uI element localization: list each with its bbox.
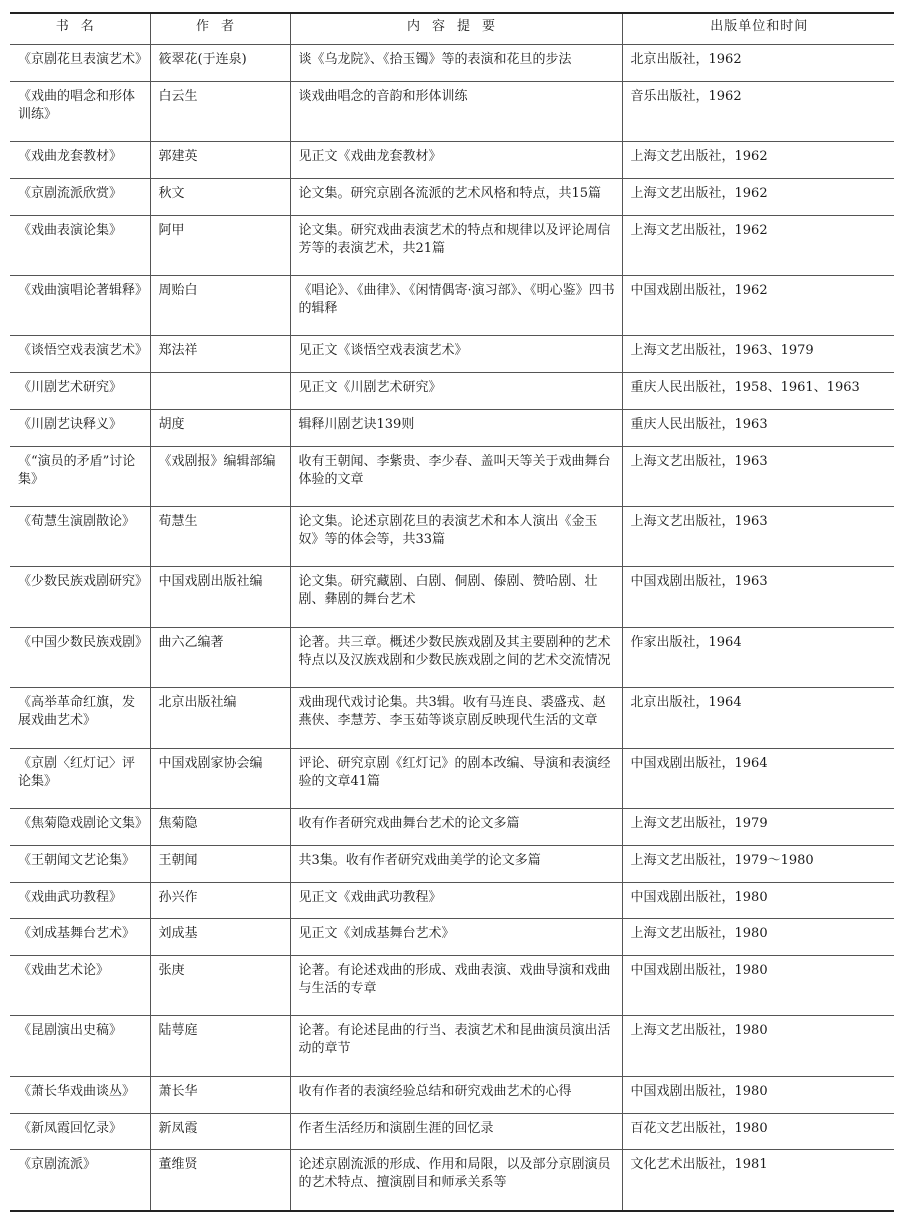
cell-publisher: 上海文艺出版社，1980: [622, 1016, 894, 1076]
cell-author: 阿甲: [150, 215, 290, 275]
table-row: [10, 809, 894, 846]
cell-author: 北京出版社编: [150, 688, 290, 748]
cell-book-name: 《戏曲表演论集》: [10, 215, 150, 275]
cell-summary: 论文集。研究藏剧、白剧、侗剧、傣剧、赞哈剧、壮剧、彝剧的舞台艺术: [290, 567, 622, 627]
cell-publisher: 上海文艺出版社，1962: [622, 142, 894, 179]
book-catalog-table: [10, 12, 894, 1212]
cell-book-name: 《新凤霞回忆录》: [10, 1113, 150, 1150]
table-row: [10, 142, 894, 179]
cell-author: [150, 373, 290, 410]
cell-book-name: 《少数民族戏剧研究》: [10, 567, 150, 627]
table-row: [10, 919, 894, 956]
cell-summary: 论文集。论述京剧花旦的表演艺术和本人演出《金玉奴》等的体会等，共33篇: [290, 507, 622, 567]
cell-publisher: 重庆人民出版社，1958、1961、1963: [622, 373, 894, 410]
cell-publisher: 上海文艺出版社，1963: [622, 507, 894, 567]
table-row: [10, 748, 894, 808]
table-row: [10, 373, 894, 410]
cell-book-name: 《“演员的矛盾”讨论集》: [10, 446, 150, 506]
cell-publisher: 中国戏剧出版社，1980: [622, 882, 894, 919]
cell-author: 周贻白: [150, 276, 290, 336]
cell-summary: 谈《乌龙院》、《拾玉镯》等的表演和花旦的步法: [290, 45, 622, 82]
cell-author: 刘成基: [150, 919, 290, 956]
cell-publisher: 作家出版社，1964: [622, 627, 894, 687]
cell-book-name: 《戏曲武功教程》: [10, 882, 150, 919]
cell-publisher: 中国戏剧出版社，1963: [622, 567, 894, 627]
cell-book-name: 《戏曲艺术论》: [10, 956, 150, 1016]
cell-author: 陆萼庭: [150, 1016, 290, 1076]
cell-book-name: 《中国少数民族戏剧》: [10, 627, 150, 687]
cell-publisher: 文化艺术出版社，1981: [622, 1150, 894, 1211]
header-author: 作者: [150, 13, 290, 45]
cell-author: 荀慧生: [150, 507, 290, 567]
cell-publisher: 上海文艺出版社，1979～1980: [622, 845, 894, 882]
cell-publisher: 北京出版社，1962: [622, 45, 894, 82]
table-row: [10, 1150, 894, 1211]
cell-publisher: 上海文艺出版社，1962: [622, 215, 894, 275]
cell-book-name: 《荀慧生演剧散论》: [10, 507, 150, 567]
cell-author: 郭建英: [150, 142, 290, 179]
cell-summary: 见正文《戏曲武功教程》: [290, 882, 622, 919]
cell-summary: 《唱论》、《曲律》、《闲情偶寄·演习部》、《明心鉴》四书的辑释: [290, 276, 622, 336]
catalog-page: [10, 12, 894, 1212]
table-row: [10, 45, 894, 82]
cell-publisher: 北京出版社，1964: [622, 688, 894, 748]
cell-author: 张庚: [150, 956, 290, 1016]
cell-summary: 论著。共三章。概述少数民族戏剧及其主要剧种的艺术特点以及汉族戏剧和少数民族戏剧之间的艺术交流情况: [290, 627, 622, 687]
cell-book-name: 《谈悟空戏表演艺术》: [10, 336, 150, 373]
cell-summary: 作者生活经历和演剧生涯的回忆录: [290, 1113, 622, 1150]
cell-summary: 论述京剧流派的形成、作用和局限，以及部分京剧演员的艺术特点、擅演剧目和师承关系等: [290, 1150, 622, 1211]
cell-summary: 论著。有论述昆曲的行当、表演艺术和昆曲演员演出活动的章节: [290, 1016, 622, 1076]
table-row: [10, 178, 894, 215]
cell-book-name: 《高举革命红旗，发展戏曲艺术》: [10, 688, 150, 748]
table-row: [10, 627, 894, 687]
cell-publisher: 上海文艺出版社，1963: [622, 446, 894, 506]
cell-summary: 见正文《戏曲龙套教材》: [290, 142, 622, 179]
header-book-name: 书名: [10, 13, 150, 45]
cell-book-name: 《京剧〈红灯记〉评论集》: [10, 748, 150, 808]
table-row: [10, 336, 894, 373]
cell-author: 胡度: [150, 409, 290, 446]
table-row: [10, 1113, 894, 1150]
table-header: [10, 13, 894, 45]
cell-book-name: 《京剧花旦表演艺术》: [10, 45, 150, 82]
cell-book-name: 《京剧流派欣赏》: [10, 178, 150, 215]
table-row: [10, 215, 894, 275]
table-row: [10, 567, 894, 627]
cell-author: 新凤霞: [150, 1113, 290, 1150]
cell-book-name: 《川剧艺术研究》: [10, 373, 150, 410]
table-row: [10, 1076, 894, 1113]
table-row: [10, 446, 894, 506]
cell-summary: 收有作者研究戏曲舞台艺术的论文多篇: [290, 809, 622, 846]
cell-summary: 见正文《谈悟空戏表演艺术》: [290, 336, 622, 373]
cell-publisher: 上海文艺出版社，1979: [622, 809, 894, 846]
cell-author: 曲六乙编著: [150, 627, 290, 687]
cell-author: 王朝闻: [150, 845, 290, 882]
table-row: [10, 956, 894, 1016]
cell-publisher: 上海文艺出版社，1962: [622, 178, 894, 215]
table-row: [10, 688, 894, 748]
cell-publisher: 百花文艺出版社，1980: [622, 1113, 894, 1150]
cell-author: 秋文: [150, 178, 290, 215]
cell-author: 中国戏剧家协会编: [150, 748, 290, 808]
cell-publisher: 中国戏剧出版社，1980: [622, 1076, 894, 1113]
table-body: [10, 45, 894, 1212]
cell-publisher: 上海文艺出版社，1963、1979: [622, 336, 894, 373]
cell-author: 筱翠花(于连泉): [150, 45, 290, 82]
cell-author: 《戏剧报》编辑部编: [150, 446, 290, 506]
cell-author: 萧长华: [150, 1076, 290, 1113]
cell-author: 焦菊隐: [150, 809, 290, 846]
cell-book-name: 《焦菊隐戏剧论文集》: [10, 809, 150, 846]
cell-author: 董维贤: [150, 1150, 290, 1211]
table-row: [10, 507, 894, 567]
cell-publisher: 上海文艺出版社，1980: [622, 919, 894, 956]
table-row: [10, 882, 894, 919]
cell-book-name: 《戏曲演唱论著辑释》: [10, 276, 150, 336]
cell-summary: 论文集。研究戏曲表演艺术的特点和规律以及评论周信芳等的表演艺术，共21篇: [290, 215, 622, 275]
table-row: [10, 81, 894, 141]
cell-summary: 戏曲现代戏讨论集。共3辑。收有马连良、裘盛戎、赵燕侠、李慧芳、李玉茹等谈京剧反映现代生活的文章: [290, 688, 622, 748]
cell-summary: 见正文《川剧艺术研究》: [290, 373, 622, 410]
cell-book-name: 《戏曲的唱念和形体训练》: [10, 81, 150, 141]
cell-author: 郑法祥: [150, 336, 290, 373]
table-row: [10, 845, 894, 882]
cell-book-name: 《王朝闻文艺论集》: [10, 845, 150, 882]
cell-book-name: 《刘成基舞台艺术》: [10, 919, 150, 956]
cell-publisher: 重庆人民出版社，1963: [622, 409, 894, 446]
cell-summary: 收有作者的表演经验总结和研究戏曲艺术的心得: [290, 1076, 622, 1113]
table-row: [10, 1016, 894, 1076]
table-row: [10, 276, 894, 336]
cell-book-name: 《京剧流派》: [10, 1150, 150, 1211]
header-publisher: 出版单位和时间: [622, 13, 894, 45]
cell-summary: 共3集。收有作者研究戏曲美学的论文多篇: [290, 845, 622, 882]
header-summary: 内容提要: [290, 13, 622, 45]
cell-publisher: 中国戏剧出版社，1980: [622, 956, 894, 1016]
cell-publisher: 音乐出版社，1962: [622, 81, 894, 141]
cell-summary: 谈戏曲唱念的音韵和形体训练: [290, 81, 622, 141]
cell-summary: 论著。有论述戏曲的形成、戏曲表演、戏曲导演和戏曲与生活的专章: [290, 956, 622, 1016]
cell-author: 白云生: [150, 81, 290, 141]
cell-summary: 见正文《刘成基舞台艺术》: [290, 919, 622, 956]
cell-author: 中国戏剧出版社编: [150, 567, 290, 627]
cell-book-name: 《川剧艺诀释义》: [10, 409, 150, 446]
cell-book-name: 《戏曲龙套教材》: [10, 142, 150, 179]
header-row: [10, 13, 894, 45]
cell-publisher: 中国戏剧出版社，1962: [622, 276, 894, 336]
table-row: [10, 409, 894, 446]
cell-book-name: 《昆剧演出史稿》: [10, 1016, 150, 1076]
cell-book-name: 《萧长华戏曲谈丛》: [10, 1076, 150, 1113]
cell-summary: 收有王朝闻、李紫贵、李少春、盖叫天等关于戏曲舞台体验的文章: [290, 446, 622, 506]
cell-author: 孙兴作: [150, 882, 290, 919]
cell-summary: 评论、研究京剧《红灯记》的剧本改编、导演和表演经验的文章41篇: [290, 748, 622, 808]
cell-summary: 辑释川剧艺诀139则: [290, 409, 622, 446]
cell-publisher: 中国戏剧出版社，1964: [622, 748, 894, 808]
cell-summary: 论文集。研究京剧各流派的艺术风格和特点，共15篇: [290, 178, 622, 215]
